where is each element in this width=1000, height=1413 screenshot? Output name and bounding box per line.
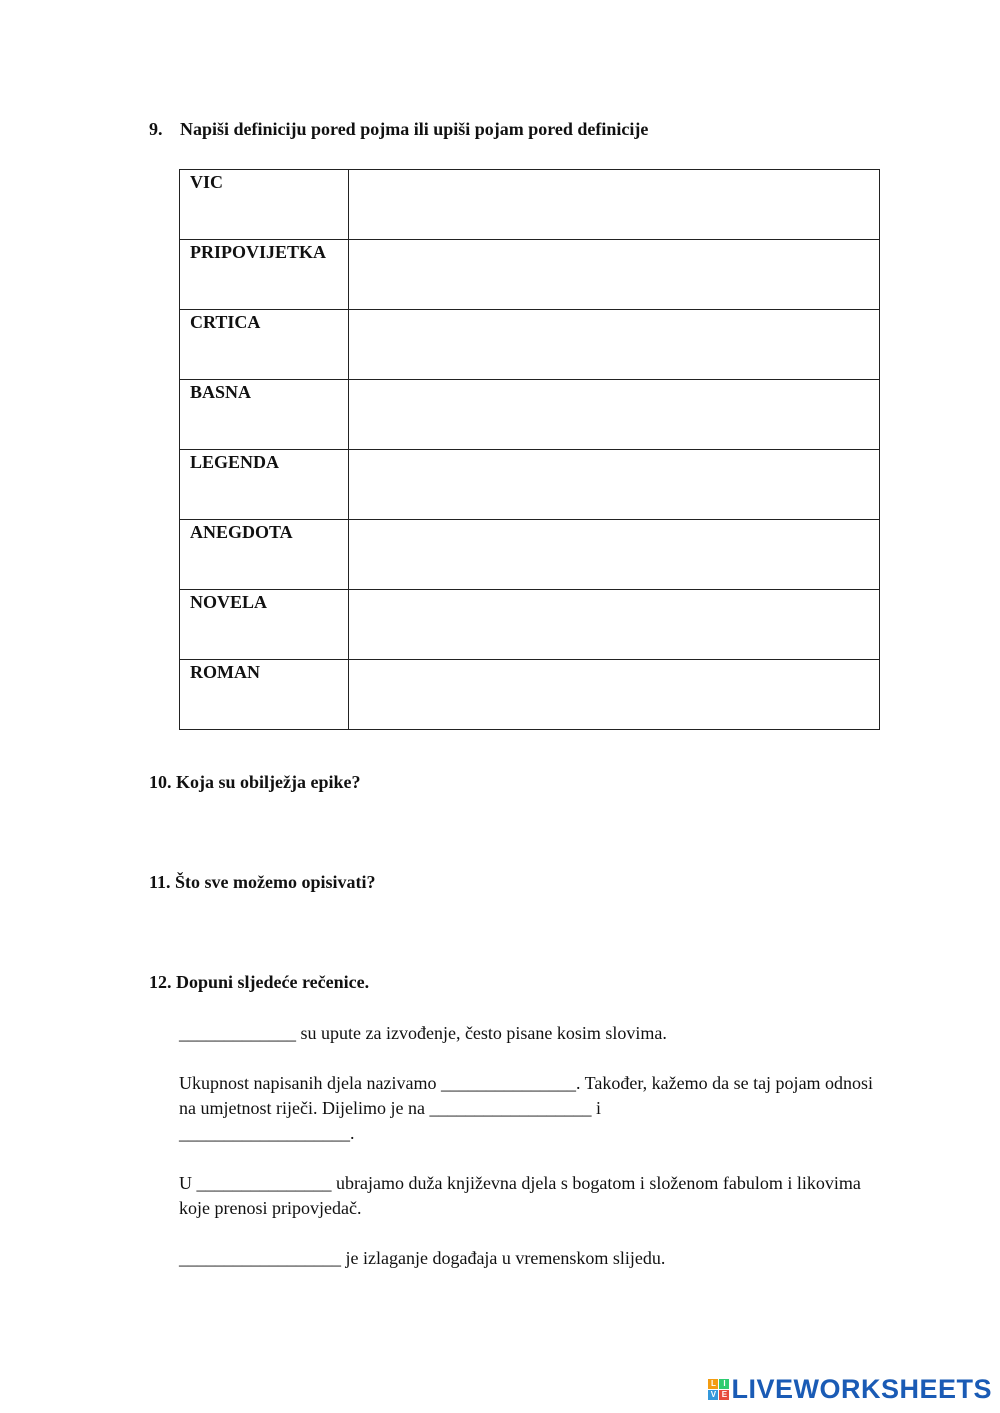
- sentence-1: [179, 1021, 884, 1046]
- table-row: [180, 450, 880, 520]
- table-row: [180, 240, 880, 310]
- sentence-text: U: [179, 1173, 197, 1193]
- term-cell: LEGENDA: [180, 450, 349, 520]
- definition-input-basna[interactable]: [349, 380, 879, 446]
- logo-letter: I: [719, 1379, 729, 1389]
- question-12-heading: [149, 972, 369, 993]
- sentence-2: [179, 1071, 884, 1146]
- question-text: Napiši definiciju pored pojma ili upiši pojam pored definicije: [180, 119, 649, 139]
- table-row: [180, 660, 880, 730]
- logo-letter: E: [719, 1390, 729, 1400]
- logo-letter: V: [708, 1390, 718, 1400]
- question-text: Dopuni sljedeće rečenice.: [176, 972, 370, 992]
- table-row: [180, 590, 880, 660]
- table-row: [180, 520, 880, 590]
- definition-cell: [348, 240, 879, 310]
- fill-blank[interactable]: _____________: [179, 1023, 296, 1043]
- fill-blank[interactable]: ___________________: [179, 1123, 350, 1143]
- definition-input-legenda[interactable]: [349, 450, 879, 516]
- question-text: Što sve možemo opisivati?: [175, 872, 376, 892]
- liveworksheets-logo: [708, 1373, 992, 1405]
- table-row: [180, 380, 880, 450]
- sentence-4: [179, 1246, 884, 1271]
- sentence-text: ubrajamo duža književna djela s bogatom i složenom fabulom i likovima koje prenosi pripovjedač.: [179, 1173, 861, 1218]
- term-cell: ANEGDOTA: [180, 520, 349, 590]
- definitions-table: [179, 169, 880, 730]
- question-number: 10.: [149, 772, 172, 792]
- definition-input-novela[interactable]: [349, 590, 879, 656]
- fill-blank[interactable]: __________________: [429, 1098, 592, 1118]
- question-number: 9.: [149, 119, 163, 139]
- definition-input-roman[interactable]: [349, 660, 879, 726]
- sentence-text: i: [591, 1098, 601, 1118]
- term-cell: ROMAN: [180, 660, 349, 730]
- sentence-text: je izlaganje događaja u vremenskom slijedu.: [341, 1248, 666, 1268]
- definition-cell: [348, 590, 879, 660]
- question-number: 12.: [149, 972, 172, 992]
- term-cell: PRIPOVIJETKA: [180, 240, 349, 310]
- definition-cell: [348, 520, 879, 590]
- definition-input-vic[interactable]: [349, 170, 879, 236]
- fill-blank[interactable]: __________________: [179, 1248, 341, 1268]
- question-number: 11.: [149, 872, 171, 892]
- question-11-heading: [149, 872, 376, 893]
- definition-cell: [348, 310, 879, 380]
- logo-letter: L: [708, 1379, 718, 1389]
- fill-blank[interactable]: _______________: [440, 1073, 576, 1093]
- sentence-3: [179, 1171, 884, 1221]
- question-10-heading: [149, 772, 361, 793]
- liveworksheets-logo-icon: [708, 1379, 729, 1400]
- question-text: Koja su obilježja epike?: [176, 772, 361, 792]
- term-cell: CRTICA: [180, 310, 349, 380]
- table-row: [180, 310, 880, 380]
- sentence-text: .: [350, 1123, 355, 1143]
- sentence-text: Ukupnost napisanih djela nazivamo: [179, 1073, 441, 1093]
- term-cell: VIC: [180, 170, 349, 240]
- term-cell: NOVELA: [180, 590, 349, 660]
- definition-cell: [348, 170, 879, 240]
- definition-cell: [348, 380, 879, 450]
- table-row: [180, 170, 880, 240]
- term-cell: BASNA: [180, 380, 349, 450]
- sentence-text: su upute za izvođenje, često pisane kosim slovima.: [296, 1023, 667, 1043]
- question-9-heading: [149, 119, 648, 140]
- fill-blank[interactable]: _______________: [196, 1173, 332, 1193]
- definition-input-crtica[interactable]: [349, 310, 879, 376]
- definition-input-pripovijetka[interactable]: [349, 240, 879, 306]
- definition-cell: [348, 450, 879, 520]
- sentence-text: . Također, kažemo da se taj pojam odnosi na umjetnost riječi. Dijelimo je na: [179, 1073, 874, 1118]
- definition-input-anegdota[interactable]: [349, 520, 879, 586]
- definition-cell: [348, 660, 879, 730]
- logo-text: LIVEWORKSHEETS: [731, 1373, 992, 1404]
